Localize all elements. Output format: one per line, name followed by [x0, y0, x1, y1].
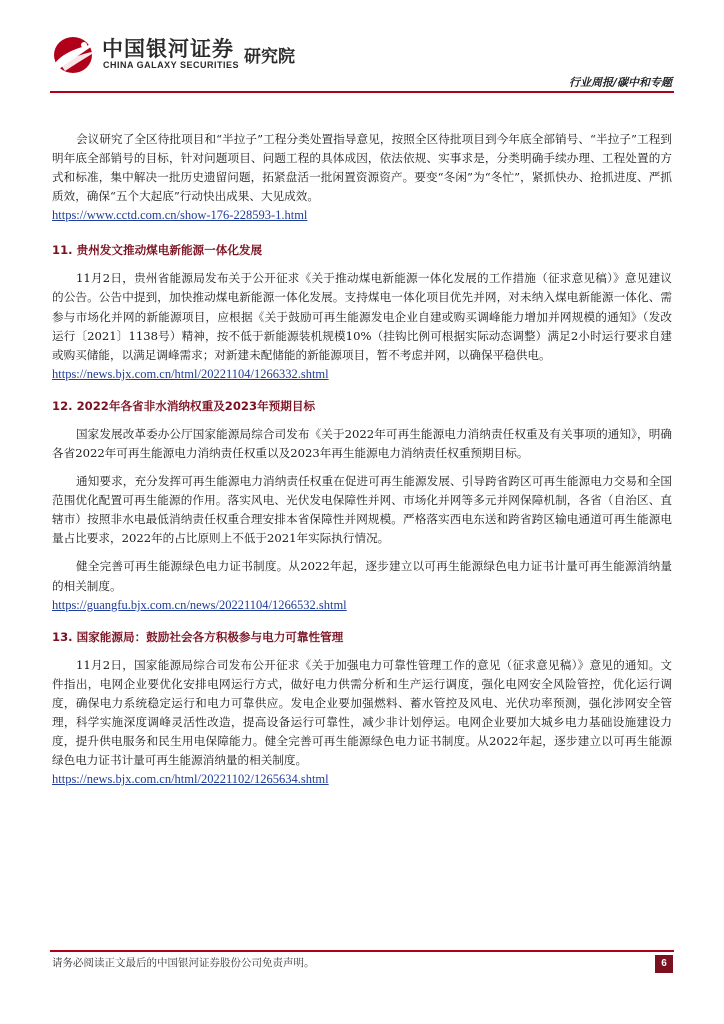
section-title: 国家能源局：鼓励社会各方积极参与电力可靠性管理 [76, 629, 344, 644]
institute-label: 研究院 [244, 47, 295, 67]
section-heading [52, 397, 672, 415]
disclaimer-note: 请务必阅读正文最后的中国银河证券股份公司免责声明。 [52, 957, 315, 969]
section-paragraph: 通知要求，充分发挥可再生能源电力消纳责任权重在促进可再生能源发展、引导跨省跨区可再生能源电力交易和全国范围优化配置可再生能源的作用。落实风电、光伏发电保障性并网、市场化并网等多元并网保障机制，各省（自治区、直辖市）按照非水电最低消纳责任权重合理安排本省保障性并网规模。严格落实西电东送和跨省跨区输电通道可再生能源电量占比要求，2022年的占比原则上不低于2021年实际执行情况。 [52, 474, 672, 546]
section-title: 2022年各省非水消纳权重及2023年预期目标 [76, 398, 316, 413]
source-link[interactable]: https://news.bjx.com.cn/html/20221104/1266332.shtml [52, 366, 329, 381]
page-number: 6 [655, 955, 673, 973]
document-body [52, 130, 672, 788]
source-link[interactable]: https://www.cctd.com.cn/show-176-228593-1.html [52, 208, 308, 223]
page-header [0, 0, 724, 96]
footer-divider [50, 950, 674, 952]
section-paragraph: 国家发展改革委办公厅国家能源局综合司发布《关于2022年可再生能源电力消纳责任权重及有关事项的通知》，明确各省2022年可再生能源电力消纳责任权重以及2023年再生能源电力消纳责任权重预期目标。 [52, 426, 672, 460]
section-number: 12. [52, 398, 73, 413]
section-number: 13. [52, 629, 73, 644]
brand-name-cn: 中国银河证券 [102, 37, 234, 61]
section-heading [52, 628, 672, 646]
section-title: 贵州发文推动煤电新能源一体化发展 [76, 243, 263, 258]
section-paragraph: 11月2日，国家能源局综合司发布公开征求《关于加强电力可靠性管理工作的意见（征求意见稿）》意见的通知。文件指出，电网企业要优化安排电网运行方式，做好电力供需分析和生产运行调度，强化电网安全风险管控，优化运行调度，确保电力系统稳定运行和电力可靠供应。发电企业要加强燃料、蓄水管控及风电、光伏功率预测，强化涉网安全管理，科学实施深度调峰灵活性改造，提高设备运行可靠性，减少非计划停运。电网企业要加大城乡电力基础设施建设力度，提升供电服务和民生用电保障能力。健全完善可再生能源绿色电力证书制度。从2022年起，逐步建立以可再生能源绿色电力证书计量可再生能源消纳量的相关制度。 [52, 657, 672, 768]
section-paragraph: 健全完善可再生能源绿色电力证书制度。从2022年起，逐步建立以可再生能源绿色电力证书计量可再生能源消纳量的相关制度。 [52, 559, 672, 593]
report-type: 行业周报/碳中和专题 [568, 76, 672, 89]
section-number: 11. [52, 243, 73, 258]
galaxy-logo-icon [51, 33, 99, 75]
section-heading [52, 241, 672, 259]
brand-name-en: CHINA GALAXY SECURITIES [103, 60, 240, 70]
intro-paragraph: 会议研究了全区待批项目和“半拉子”工程分类处置指导意见，按照全区待批项目到今年底全部销号、“半拉子”工程到明年底全部销号的目标，针对问题项目、问题工程的具体成因，依法依规、实事求是，分类明确手续办理、工程处置的方式和标准，集中解决一批历史遗留问题，拓紧盘活一批闲置资源资产。要变“冬闲”为“冬忙”，紧抓快办、抢抓进度、严抓质效，确保“五个大起底”行动快出成果、大见成效。 [52, 132, 672, 204]
section-paragraph: 11月2日，贵州省能源局发布关于公开征求《关于推动煤电新能源一体化发展的工作措施（征求意见稿）》意见建议的公告。公告中提到，加快推动煤电新能源一体化发展。支持煤电一体化项目优先并网，对未纳入煤电新能源一体化、需参与市场化并网的新能源项目，应根据《关于鼓励可再生能源发电企业自建或购买调峰能力增加并网规模的通知》（发改运行〔2021〕1138号）精神，按不低于新能源装机规模10%（挂钩比例可根据实际动态调整）满足2小时运行要求自建或购买储能，以满足调峰需求；对新建未配储能的新能源项目，暂不考虑并网，以确保平稳供电。 [52, 271, 672, 362]
header-divider [50, 91, 674, 93]
source-link[interactable]: https://guangfu.bjx.com.cn/news/20221104/1266532.shtml [52, 597, 347, 612]
source-link[interactable]: https://news.bjx.com.cn/html/20221102/1265634.shtml [52, 772, 329, 787]
